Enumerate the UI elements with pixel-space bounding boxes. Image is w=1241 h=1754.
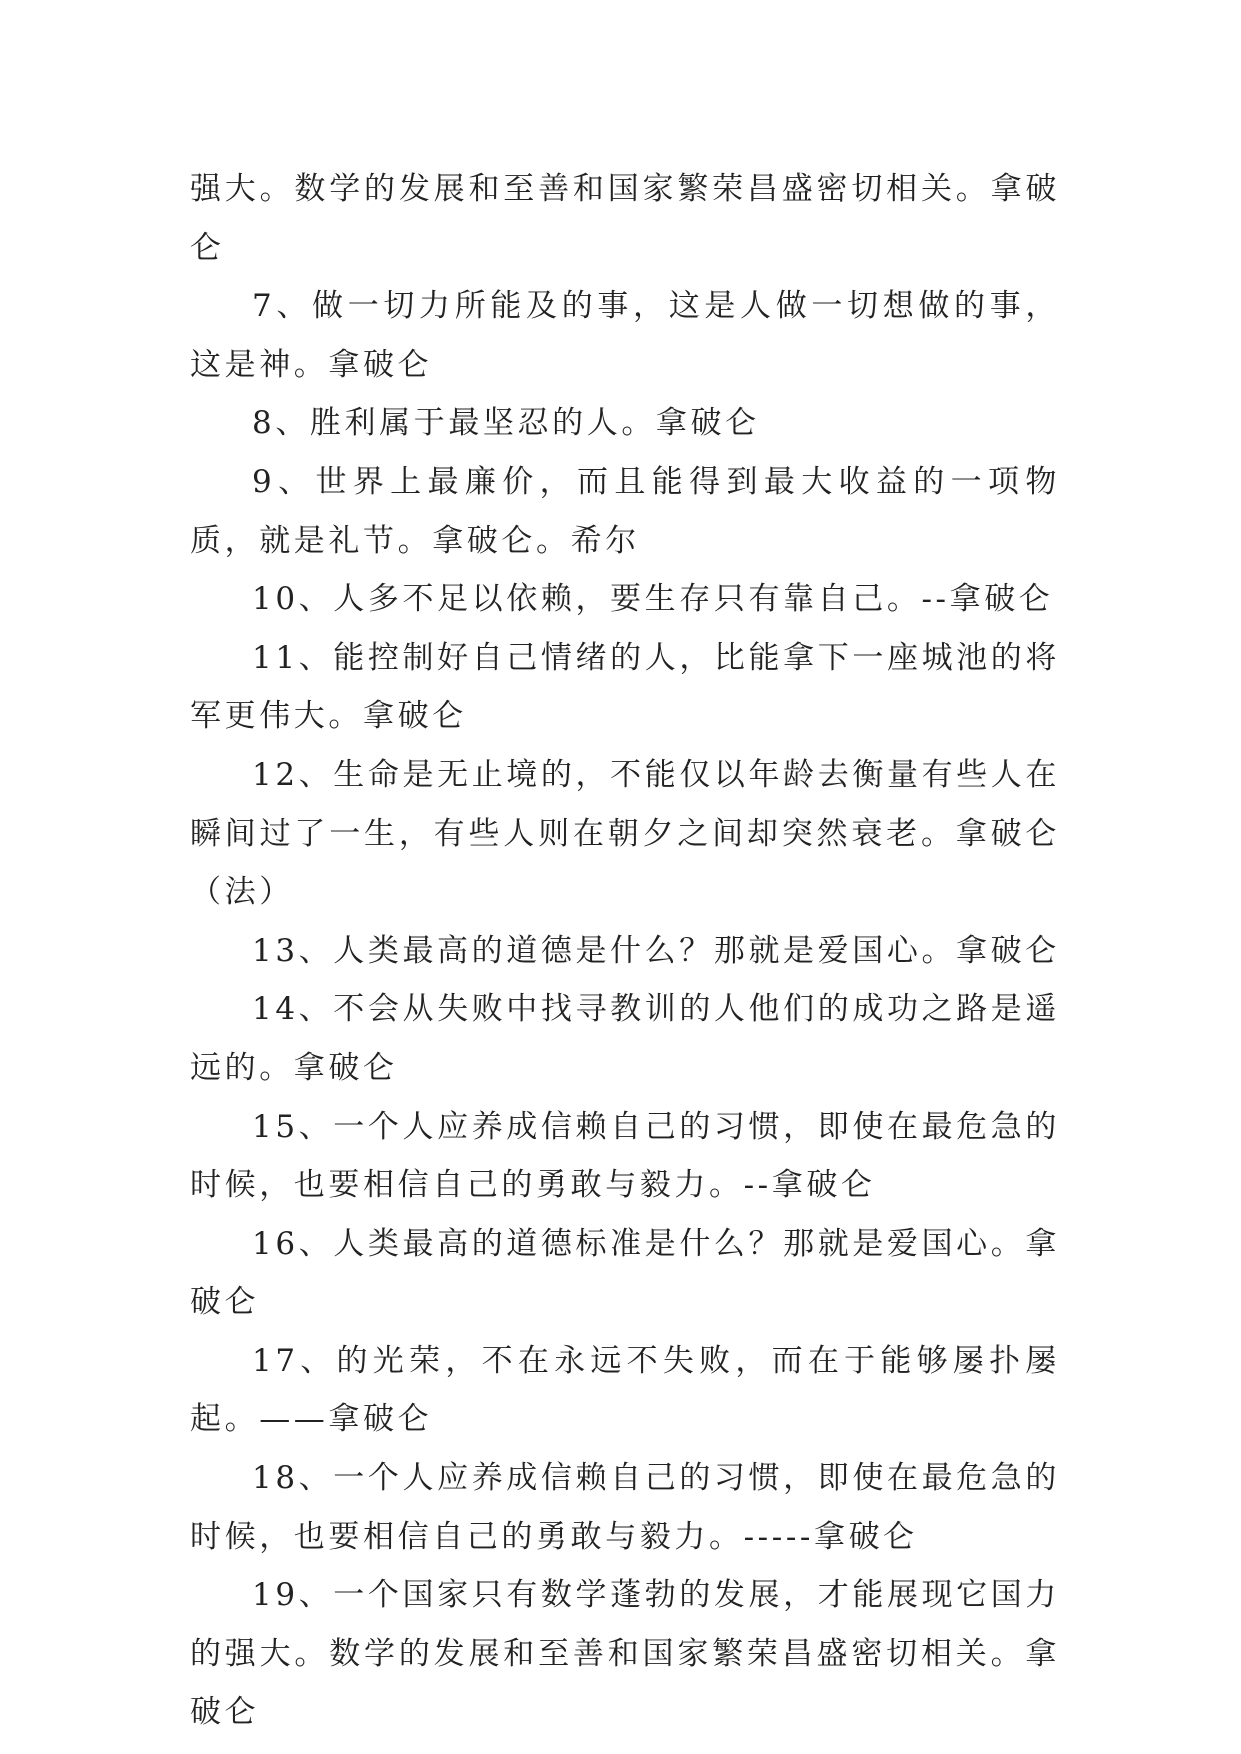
quote-18: 18、一个人应养成信赖自己的习惯，即使在最危急的时候，也要相信自己的勇敢与毅力。-----拿破仑 — [190, 1460, 1060, 1555]
quote-13: 13、人类最高的道德是什么？那就是爱国心。拿破仑 — [252, 932, 1060, 969]
quote-19: 19、一个国家只有数学蓬勃的发展，才能展现它国力的强大。数学的发展和至善和国家繁荣昌盛密切相关。拿破仑 — [190, 1577, 1060, 1731]
quote-16: 16、人类最高的道德标准是什么？那就是爱国心。拿破仑 — [190, 1225, 1060, 1321]
document-body — [190, 160, 1060, 1742]
quote-15: 15、一个人应养成信赖自己的习惯，即使在最危急的时候，也要相信自己的勇敢与毅力。--拿破仑 — [190, 1108, 1060, 1204]
quote-8: 8、胜利属于最坚忍的人。拿破仑 — [252, 405, 760, 442]
quote-9: 9、世界上最廉价，而且能得到最大收益的一项物质，就是礼节。拿破仑。希尔 — [190, 463, 1060, 559]
lead-text: 强大。数学的发展和至善和国家繁荣昌盛密切相关。拿破仑 — [190, 171, 1060, 266]
quote-17: 17、的光荣，不在永远不失败，而在于能够屡扑屡起。——拿破仑 — [190, 1342, 1060, 1438]
quote-11: 11、能控制好自己情绪的人，比能拿下一座城池的将军更伟大。拿破仑 — [190, 639, 1060, 735]
quote-14: 14、不会从失败中找寻教训的人他们的成功之路是遥远的。拿破仑 — [190, 991, 1060, 1086]
quote-12: 12、生命是无止境的，不能仅以年龄去衡量有些人在瞬间过了一生，有些人则在朝夕之间却突然衰老。拿破仑（法） — [190, 756, 1060, 911]
quote-10: 10、人多不足以依赖，要生存只有靠自己。--拿破仑 — [252, 581, 1054, 618]
quote-7: 7、做一切力所能及的事，这是人做一切想做的事，这是神。拿破仑 — [190, 288, 1060, 383]
